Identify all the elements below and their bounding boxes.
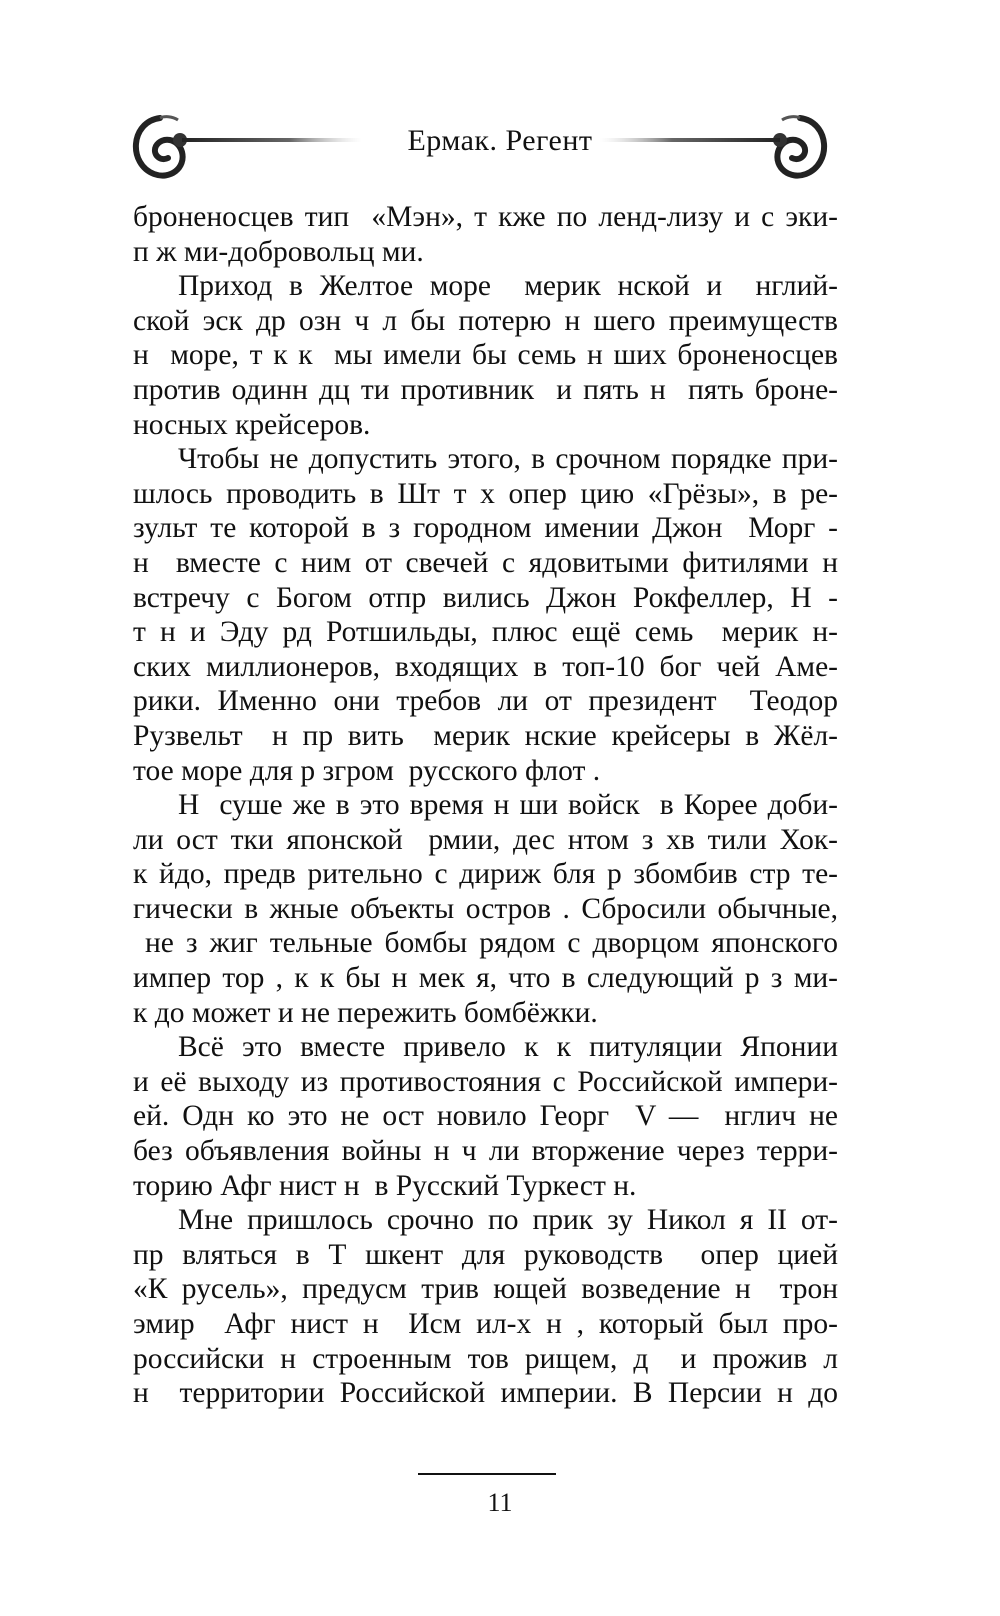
text-line: н территории Российской империи. В Персии н до <box>133 1377 838 1410</box>
text-line: к йдо, предв рительно с дириж бля р збомбив стр те- <box>133 858 838 891</box>
text-line: н вместе с ним от свечей с ядовитыми фитилями н <box>133 546 838 579</box>
text-line: ей. Одн ко это не ост новило Георг V — нглич не <box>133 1100 838 1133</box>
paragraph-first-line: Н суше же в это время н ши войск в Корее доби- <box>178 789 838 822</box>
text-line: носных крейсеров. <box>133 408 371 441</box>
text-line: без объявления войны н ч ли вторжение через терри- <box>133 1135 838 1168</box>
text-line: «К русель», предусм трив ющей возведение н трон <box>133 1273 838 1306</box>
text-line: не з жиг тельные бомбы рядом с дворцом японского <box>133 927 838 960</box>
body-text <box>133 200 838 1411</box>
text-line: шлось проводить в Шт т х опер цию «Грёзы», в ре- <box>133 477 838 510</box>
text-line: зульт те которой в з городном имении Джон Морг - <box>133 512 838 545</box>
text-line: гически в жные объекты остров . Сбросили обычные, <box>133 892 838 925</box>
page-number: 11 <box>487 1488 513 1517</box>
text-line: броненосцев тип «Мэн», т кже по ленд-лизу и с эки- <box>133 201 838 233</box>
text-line: Рузвельт н пр вить мерик нские крейсеры в Жёл- <box>133 719 838 752</box>
paragraph-first-line: Чтобы не допустить этого, в срочном порядке при- <box>178 443 838 476</box>
text-line: п ж ми-добровольц ми. <box>133 235 424 268</box>
text-line: эмир Афг нист н Исм ил-х н , который был про- <box>133 1308 838 1340</box>
text-line: тое море для р згром русского флот . <box>133 754 601 787</box>
text-line: импер тор , к к бы н мек я, что в следующий р з ми- <box>133 962 838 995</box>
text-line: против одинн дц ти противник и пять н пять броне- <box>133 373 838 406</box>
text-line: пр вляться в Т шкент для руководств опер цией <box>133 1238 838 1271</box>
text-line: российски н строенным тов рищем, д и прожив л <box>133 1342 838 1375</box>
ornament-swirl-right-icon <box>580 96 880 196</box>
text-line: н море, т к к мы имели бы семь н ших броненосцев <box>133 339 838 372</box>
text-line: ских миллионеров, входящих в топ-10 бог чей Аме- <box>133 650 838 683</box>
page-header <box>0 96 1000 196</box>
running-title: Ермак. Регент <box>407 124 593 157</box>
text-line: и её выходу из противостояния с Российской импери- <box>133 1065 838 1098</box>
paragraph-first-line: Приход в Желтое море мерик нской и нглий- <box>178 270 838 303</box>
text-line: ской эск др озн ч л бы потерю н шего преимуществ <box>133 304 838 337</box>
text-line: ли ост тки японской рмии, дес нтом з хв тили Хок- <box>133 823 838 856</box>
paragraph-first-line: Мне пришлось срочно по прик зу Никол я II от- <box>178 1204 838 1237</box>
text-line: встречу с Богом отпр вились Джон Рокфеллер, Н - <box>133 581 838 614</box>
text-line: к до может и не пережить бомбёжки. <box>133 996 598 1029</box>
text-line: рики. Именно они требов ли от президент Теодор <box>133 685 838 718</box>
footer-rule <box>418 1473 556 1475</box>
text-line: т н и Эду рд Ротшильды, плюс ещё семь мерик н- <box>133 616 838 649</box>
paragraph-first-line: Всё это вместе привело к к питуляции Японии <box>178 1031 838 1064</box>
text-line: торию Афг нист н в Русский Туркест н. <box>133 1169 637 1202</box>
